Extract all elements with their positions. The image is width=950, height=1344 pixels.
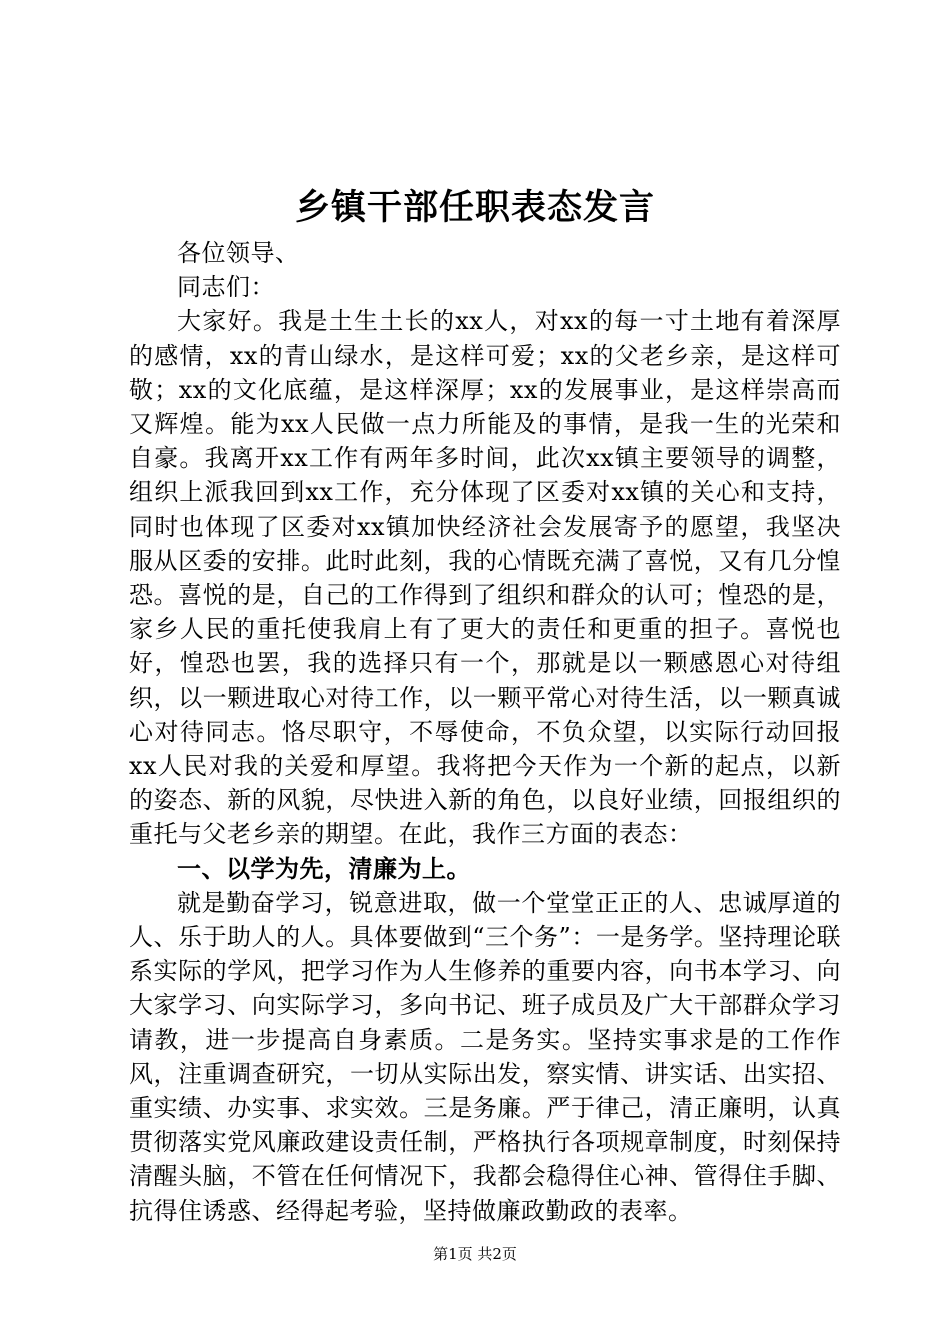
intro-paragraph: 大家好。我是土生土长的xx人，对xx的每一寸土地有着深厚的感情，xx的青山绿水，是这样可爱；xx的父老乡亲，是这样可敬；xx的文化底蕴，是这样深厚；xx的发展事业，是这样崇高而又辉煌。能为xx人民做一点力所能及的事情，是我一生的光荣和自豪。我离开xx工作有两年多时间，此次xx镇主要领导的调整，组织上派我回到xx工作，充分体现了区委对xx镇的关心和支持，同时也体现了区委对xx镇加快经济社会发展寄予的愿望，我坚决服从区委的安排。此时此刻，我的心情既充满了喜悦，又有几分惶恐。喜悦的是，自己的工作得到了组织和群众的认可；惶恐的是，家乡人民的重托使我肩上有了更大的责任和更重的担子。喜悦也好，惶恐也罢，我的选择只有一个，那就是以一颗感恩心对待组织，以一颗进取心对待工作，以一颗平常心对待生活，以一颗真诚心对待同志。恪尽职守，不辱使命，不负众望，以实际行动回报xx人民对我的关爱和厚望。我将把今天作为一个新的起点，以新的姿态、新的风貌，尽快进入新的角色，以良好业绩，回报组织的重托与父老乡亲的期望。在此，我作三方面的表态： [129, 307, 841, 849]
section-heading-1: 一、以学为先，清廉为上。 [177, 854, 471, 883]
document-body [129, 236, 841, 1228]
section-1-paragraph: 就是勤奋学习，锐意进取，做一个堂堂正正的人、忠诚厚道的人、乐于助人的人。具体要做到“三个务”：一是务学。坚持理论联系实际的学风，把学习作为人生修养的重要内容，向书本学习、向大家学习、向实际学习，多向书记、班子成员及广大干部群众学习请教，进一步提高自身素质。二是务实。坚持实事求是的工作作风，注重调查研究，一切从实际出发，察实情、讲实话、出实招、重实绩、办实事、求实效。三是务廉。严于律己，清正廉明，认真贯彻落实党风廉政建设责任制，严格执行各项规章制度，时刻保持清醒头脑，不管在任何情况下，我都会稳得住心神、管得住手脚、抗得住诱惑、经得起考验，坚持做廉政勤政的表率。 [129, 888, 841, 1225]
page-footer: 第1页 共2页 [433, 1245, 517, 1263]
document-title: 乡镇干部任职表态发言 [294, 187, 655, 228]
salutation-leaders: 各位领导、 [177, 239, 300, 267]
salutation-comrades: 同志们： [177, 273, 275, 302]
